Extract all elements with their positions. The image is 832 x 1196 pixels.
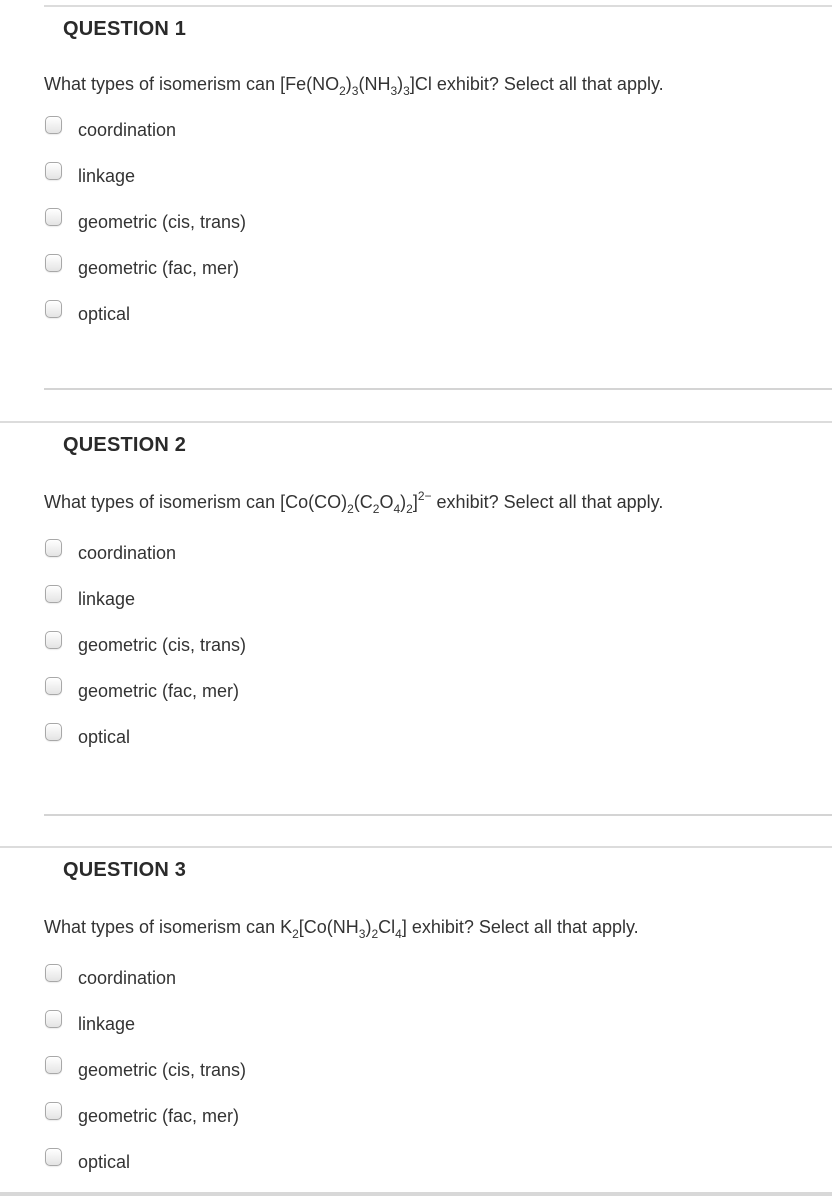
option-label: linkage — [78, 166, 136, 186]
question-title: QUESTION 1 — [63, 18, 187, 40]
question-top-divider — [0, 421, 832, 423]
question-title: QUESTION 3 — [63, 859, 187, 881]
option-label: linkage — [78, 1014, 136, 1034]
option-label: linkage — [78, 589, 136, 609]
checkbox[interactable] — [45, 254, 62, 272]
checkbox[interactable] — [45, 1148, 62, 1166]
option-label: geometric (cis, trans) — [78, 635, 247, 655]
checkbox[interactable] — [45, 162, 62, 180]
question-prompt: What types of isomerism can $[Co(CO)_2(C_2O_4)_2]^{2-}$ exhibit? Select all that apply. — [44, 489, 664, 516]
option-label: geometric (fac, mer) — [78, 258, 240, 278]
option-label: optical — [78, 304, 131, 324]
checkbox[interactable] — [45, 964, 62, 982]
question-prompt: What types of isomerism can $K_2[Co(NH_3)_2Cl_4]$ exhibit? Select all that apply. — [44, 917, 639, 941]
checkbox[interactable] — [45, 300, 62, 318]
checkbox[interactable] — [45, 539, 62, 557]
checkbox[interactable] — [45, 116, 62, 134]
option-label: geometric (fac, mer) — [78, 681, 240, 701]
option-label: coordination — [78, 120, 177, 140]
question-prompt: What types of isomerism can $[Fe(NO_2)_3(NH_3)_3]Cl$ exhibit? Select all that apply. — [44, 74, 664, 98]
page-bottom-edge — [0, 1192, 832, 1196]
option-label: geometric (cis, trans) — [78, 1060, 247, 1080]
checkbox[interactable] — [45, 1102, 62, 1120]
checkbox[interactable] — [45, 1056, 62, 1074]
checkbox[interactable] — [45, 585, 62, 603]
question-3 — [0, 846, 832, 1192]
option-label: coordination — [78, 968, 177, 988]
checkbox[interactable] — [45, 208, 62, 226]
question-2 — [0, 421, 832, 846]
checkbox[interactable] — [45, 1010, 62, 1028]
question-title: QUESTION 2 — [63, 434, 187, 456]
question-bottom-divider — [44, 388, 832, 390]
checkbox[interactable] — [45, 723, 62, 741]
question-top-divider — [0, 846, 832, 848]
checkbox[interactable] — [45, 631, 62, 649]
question-1 — [0, 5, 832, 430]
option-label: geometric (fac, mer) — [78, 1106, 240, 1126]
question-top-divider — [44, 5, 832, 7]
option-label: optical — [78, 1152, 131, 1172]
question-bottom-divider — [44, 814, 832, 816]
checkbox[interactable] — [45, 677, 62, 695]
option-label: optical — [78, 727, 131, 747]
option-label: geometric (cis, trans) — [78, 212, 247, 232]
option-label: coordination — [78, 543, 177, 563]
